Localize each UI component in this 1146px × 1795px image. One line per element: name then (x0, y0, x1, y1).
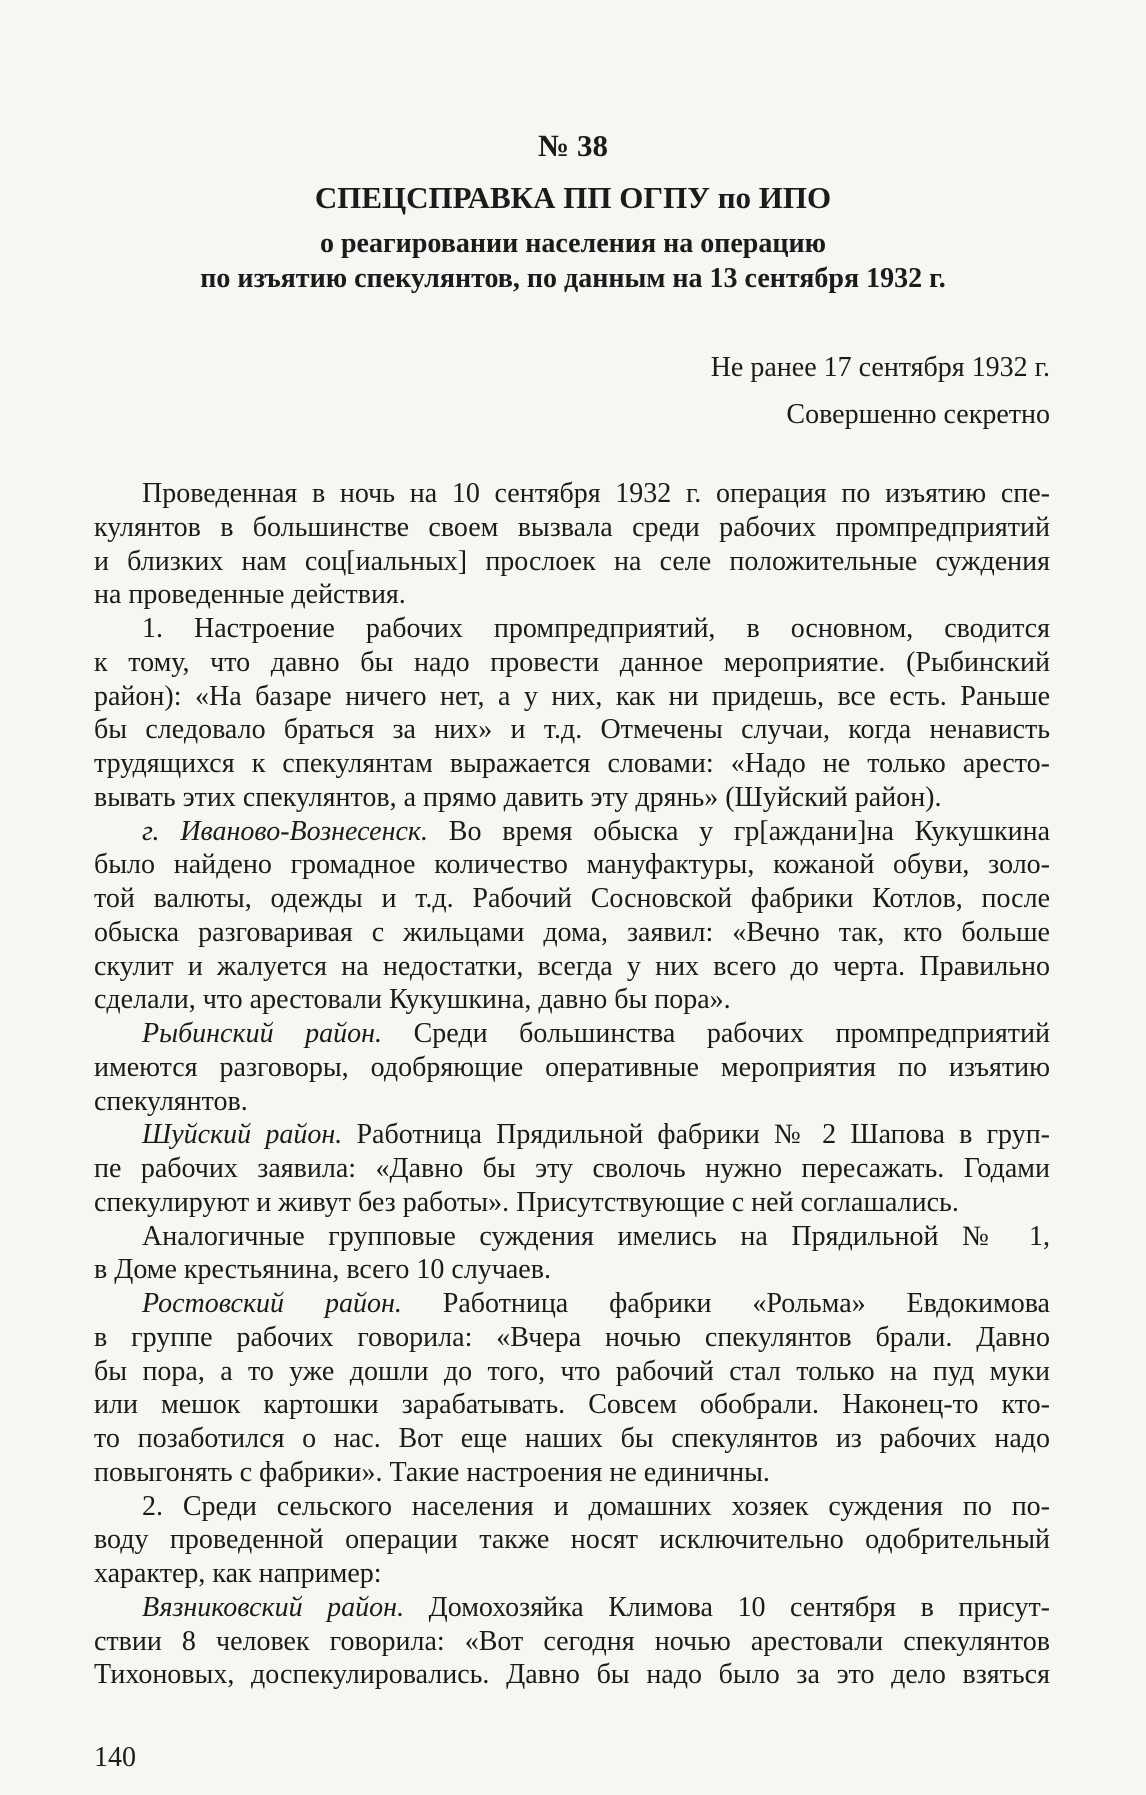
line-text: обыска разговаривая с жильцами дома, заявил: «Вечно так, кто больше (94, 916, 1050, 948)
line-text: воду проведенной операции также носят исключительно одобрительный (94, 1524, 1050, 1556)
text-line (94, 1152, 1050, 1186)
document-number: № 38 (538, 128, 608, 163)
paragraph (94, 477, 1050, 612)
line-text: спекулянтов. (94, 1085, 248, 1117)
paragraph (94, 1490, 1050, 1591)
text-line (94, 1051, 1050, 1085)
document-subtitle-line-1: о реагировании населения на операцию (319, 228, 827, 259)
line-text: в Доме крестьянина, всего 10 случаев. (94, 1254, 551, 1286)
text-line (94, 1186, 1050, 1220)
text-line (94, 477, 1050, 511)
text-line (94, 1388, 1050, 1422)
line-text: бы пора, а то уже дошли до того, что рабочий стал только на пуд муки (94, 1355, 1050, 1387)
text-line (94, 713, 1050, 747)
line-text: Домохозяйка Климова 10 сентября в присут- (404, 1591, 1050, 1623)
text-line (94, 1085, 1050, 1119)
location-lead: Ростовский район. (142, 1288, 402, 1319)
document-date: Не ранее 17 сентября 1932 г. (710, 352, 1050, 383)
line-text: в группе рабочих говорила: «Вчера ночью спекулянтов брали. Давно (94, 1321, 1050, 1353)
text-line (94, 916, 1050, 950)
text-line (94, 1017, 1050, 1051)
line-text: бы следовало браться за них» и т.д. Отмечены случаи, когда ненависть (94, 714, 1050, 746)
text-line (94, 1658, 1050, 1692)
paragraph (94, 815, 1050, 1018)
location-lead: Рыбинский район. (142, 1018, 383, 1049)
line-text: пе рабочих заявила: «Давно бы эту сволочь нужно пересажать. Годами (94, 1153, 1050, 1184)
line-text: район): «На базаре ничего нет, а у них, как ни придешь, все есть. Раньше (94, 680, 1050, 712)
line-text: Работница фабрики «Рольма» Евдокимова (401, 1288, 1050, 1319)
line-text: скулит и жалуется на недостатки, всегда у них всего до черта. Правильно (94, 950, 1050, 982)
line-text: и близких нам соц[иальных] прослоек на селе положительные суждения (94, 545, 1050, 577)
line-text: Среди большинства рабочих промпредприятий (382, 1018, 1050, 1049)
document-subtitle-line-2: по изъятию спекулянтов, по данным на 13 сентября 1932 г. (200, 263, 946, 294)
text-line (94, 1355, 1050, 1389)
line-text: Работница Прядильной фабрики № 2 Шапова в груп- (342, 1119, 1051, 1151)
text-line (94, 1557, 1050, 1591)
line-text: на проведенные действия. (94, 579, 406, 611)
line-text: кулянтов в большинстве своем вызвала среди рабочих промпредприятий (94, 511, 1050, 543)
line-text: вывать этих спекулянтов, а прямо давить эту дрянь» (Шуйский район). (94, 781, 942, 813)
paragraph (94, 1118, 1050, 1219)
line-text: Аналогичные групповые суждения имелись на Прядильной № 1, (142, 1220, 1050, 1252)
text-line (94, 1490, 1050, 1524)
line-text: 1. Настроение рабочих промпредприятий, в основном, сводится (142, 613, 1050, 644)
paragraph (94, 1220, 1050, 1288)
line-text: 2. Среди сельского населения и домашних хозяек суждения по по- (142, 1490, 1050, 1522)
document-body (94, 477, 1050, 1692)
line-text: было найдено громадное количество мануфактуры, кожаной обуви, золо- (94, 849, 1050, 881)
text-line (94, 815, 1050, 849)
text-line (94, 646, 1050, 680)
text-line (94, 950, 1050, 984)
text-line (94, 1118, 1050, 1152)
text-line (94, 848, 1050, 882)
line-text: характер, как например: (94, 1558, 382, 1589)
text-line (94, 511, 1050, 545)
text-line (94, 578, 1050, 612)
line-text: или мешок картошки зарабатывать. Совсем обобрали. Наконец-то кто- (94, 1389, 1050, 1421)
line-text: Во время обыска у гр[аждани]на Кукушкина (428, 815, 1050, 847)
location-lead: Шуйский район. (142, 1119, 343, 1151)
text-line (94, 680, 1050, 714)
text-line (94, 545, 1050, 579)
line-text: трудящихся к спекулянтам выражается словами: «Надо не только аресто- (94, 748, 1050, 779)
text-line (94, 747, 1050, 781)
document-title: СПЕЦСПРАВКА ПП ОГПУ по ИПО (314, 180, 832, 215)
line-text: повыгонять с фабрики». Такие настроения не единичны. (94, 1456, 770, 1488)
line-text: той валюты, одежды и т.д. Рабочий Сосновской фабрики Котлов, после (94, 883, 1050, 914)
text-line (94, 1456, 1050, 1490)
line-text: то позаботился о нас. Вот еще наших бы спекулянтов из рабочих надо (94, 1423, 1050, 1454)
text-line (94, 612, 1050, 646)
text-line (94, 1625, 1050, 1659)
line-text: сделали, что арестовали Кукушкина, давно бы пора». (94, 984, 731, 1016)
secrecy-label: Совершенно секретно (786, 399, 1050, 430)
text-line (94, 1321, 1050, 1355)
text-line (94, 1591, 1050, 1625)
paragraph (94, 1591, 1050, 1692)
line-text: к тому, что давно бы надо провести данное мероприятие. (Рыбинский (94, 646, 1050, 678)
line-text: ствии 8 человек говорила: «Вот сегодня ночью арестовали спекулянтов (94, 1625, 1050, 1657)
location-lead: г. Иваново-Вознесенск. (142, 815, 429, 847)
text-line (94, 983, 1050, 1017)
paragraph (94, 612, 1050, 815)
line-text: имеются разговоры, одобряющие оперативные мероприятия по изъятию (94, 1051, 1050, 1083)
line-text: Тихоновых, доспекулировались. Давно бы надо было за это дело взяться (94, 1659, 1050, 1691)
text-line (94, 882, 1050, 916)
line-text: спекулируют и живут без работы». Присутствующие с ней соглашались. (94, 1186, 959, 1218)
location-lead: Вязниковский район. (142, 1591, 405, 1623)
text-line (94, 781, 1050, 815)
text-line (94, 1287, 1050, 1321)
line-text: Проведенная в ночь на 10 сентября 1932 г. операция по изъятию спе- (142, 478, 1050, 509)
paragraph (94, 1287, 1050, 1490)
text-line (94, 1253, 1050, 1287)
paragraph (94, 1017, 1050, 1118)
text-line (94, 1422, 1050, 1456)
text-line (94, 1523, 1050, 1557)
text-line (94, 1220, 1050, 1254)
page-number: 140 (94, 1742, 136, 1773)
